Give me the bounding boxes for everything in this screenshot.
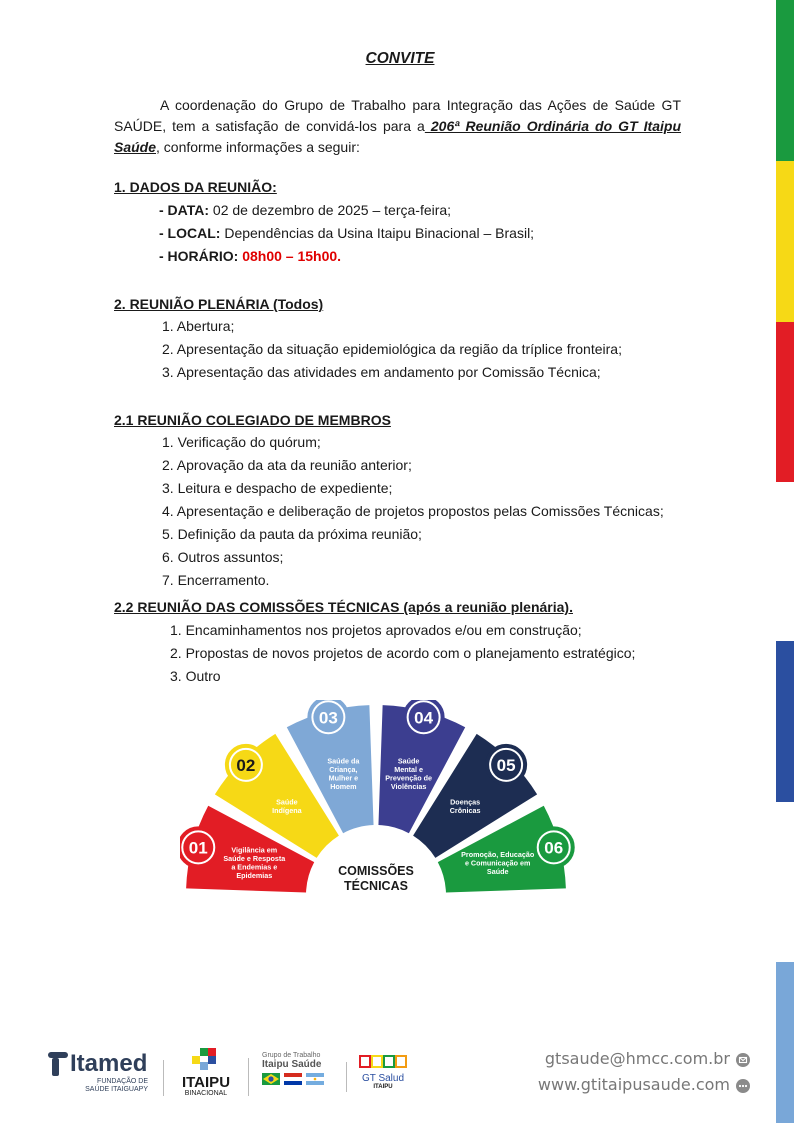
date-label: - DATA: (159, 202, 210, 218)
commission-label-04: Mental e (394, 765, 423, 775)
list-item: 2. Apresentação da situação epidemiológica da região da tríplice fronteira; (162, 341, 622, 357)
commission-label-01: Vigilância em (231, 845, 278, 855)
side-bar-lightblue (776, 962, 794, 1123)
commission-number-02: 02 (236, 755, 256, 775)
website-text[interactable]: www.gtitaipusaude.com (537, 1075, 730, 1094)
commission-label-03: Homem (330, 782, 357, 792)
location-value: Dependências da Usina Itaipu Binacional – Brasil; (220, 225, 535, 241)
list-item: 6. Outros assuntos; (162, 549, 284, 565)
location-label: - LOCAL: (159, 225, 221, 241)
side-bar-yellow (776, 161, 794, 322)
plenaria-list (162, 315, 622, 384)
intro-text-end: , conforme informações a seguir: (156, 139, 360, 155)
commission-label-03: Criança, (329, 765, 358, 775)
meeting-time (159, 245, 341, 268)
commission-number-01: 01 (188, 838, 208, 858)
commission-label-06: e Comunicação em (464, 858, 531, 868)
commission-label-02: Saúde (276, 797, 298, 807)
side-bar-red (776, 322, 794, 482)
side-bar-green (776, 0, 794, 161)
argentina-flag-icon (306, 1073, 324, 1085)
itaipu-logo (176, 1048, 236, 1097)
commission-label-01: Saúde e Resposta (223, 854, 286, 864)
gt-salud-logo (358, 1054, 408, 1090)
itaipu-mark-icon (186, 1048, 226, 1070)
commission-number-03: 03 (318, 708, 338, 728)
list-item: 4. Apresentação e deliberação de projetos propostos pelas Comissões Técnicas; (162, 503, 664, 519)
itaipu-sub: BINACIONAL (184, 1090, 228, 1097)
email-text[interactable]: gtsaude@hmcc.com.br (544, 1049, 730, 1068)
commission-label-04: Prevenção de (385, 773, 432, 783)
flags (262, 1073, 324, 1085)
side-bar-blue (776, 641, 794, 802)
list-item: 1. Encaminhamentos nos projetos aprovados e/ou em construção; (170, 622, 582, 638)
paraguay-flag-icon (284, 1073, 302, 1085)
list-item: 1. Abertura; (162, 318, 235, 334)
commission-number-06: 06 (544, 838, 564, 858)
list-item: 3. Outro (170, 668, 221, 684)
gt-itaipu-saude-logo (262, 1052, 324, 1085)
meeting-date (159, 199, 451, 222)
comissoes-list (170, 619, 635, 688)
commission-label-01: Epidemias (236, 871, 273, 881)
comissoes-diagram (180, 700, 580, 900)
commission-label-03: Saúde da (327, 756, 360, 766)
list-item: 5. Definição da pauta da próxima reunião; (162, 526, 422, 542)
contact-email (545, 1049, 750, 1068)
list-item: 2. Aprovação da ata da reunião anterior; (162, 457, 412, 473)
commission-label-02: Indígena (272, 806, 302, 816)
date-value: 02 de dezembro de 2025 – terça-feira; (209, 202, 452, 218)
commission-label-03: Mulher e (328, 773, 359, 783)
commission-label-05: Crônicas (449, 806, 481, 816)
section-heading-comissoes: 2.2 REUNIÃO DAS COMISSÕES TÉCNICAS (após a reunião plenária). (114, 599, 573, 615)
commission-label-04: Saúde (397, 756, 420, 766)
itamed-mark-icon (48, 1052, 68, 1076)
time-value: 08h00 – 15h00. (238, 248, 342, 264)
brazil-flag-icon (262, 1073, 280, 1085)
list-item: 3. Apresentação das atividades em andamento por Comissão Técnica; (162, 364, 601, 380)
commission-label-04: Violências (390, 782, 427, 792)
commission-label-01: a Endemias e (231, 862, 278, 872)
time-label: - HORÁRIO: (159, 248, 239, 264)
meeting-name: 206ª Reunião Ordinária do GT Itaipu Saúde (114, 118, 682, 155)
commission-label-06: Promoção, Educação (461, 849, 535, 859)
itamed-name: Itamed (70, 1050, 148, 1077)
email-icon (736, 1053, 750, 1067)
gt-salud-mark-icon (359, 1054, 407, 1068)
gt-line2: Itaipu Saúde (262, 1059, 322, 1070)
list-item: 7. Encerramento. (162, 572, 270, 588)
list-item: 2. Propostas de novos projetos de acordo com o planejamento estratégico; (170, 645, 636, 661)
section-heading-dados: 1. DADOS DA REUNIÃO: (114, 179, 277, 195)
intro-text: A coordenação do Grupo de Trabalho para Integração das Ações de Saúde GT SAÚDE, tem a satisfação de convidá-los para a (114, 97, 681, 134)
list-item: 3. Leitura e despacho de expediente; (162, 480, 393, 496)
commission-number-04: 04 (414, 708, 434, 728)
commission-label-05: Doenças (450, 797, 481, 807)
itaipu-name: ITAIPU (181, 1074, 231, 1091)
page-title: CONVITE (365, 50, 435, 67)
diagram-center-line1: COMISSÕES (338, 864, 414, 878)
section-heading-plenaria: 2. REUNIÃO PLENÁRIA (Todos) (114, 296, 324, 312)
list-item: 1. Verificação do quórum; (162, 434, 321, 450)
itamed-sub1: FUNDAÇÃO DE (97, 1078, 148, 1085)
commission-number-05: 05 (496, 755, 516, 775)
colegiado-list (162, 431, 664, 592)
meeting-location (159, 222, 534, 245)
gtsalud-sub: ITAIPU (373, 1084, 393, 1090)
section-heading-colegiado: 2.1 REUNIÃO COLEGIADO DE MEMBROS (114, 412, 391, 428)
itamed-logo (48, 1050, 158, 1094)
gt-line1: Grupo de Trabalho (262, 1052, 321, 1059)
contact-website (538, 1075, 750, 1094)
gtsalud-name: GT Salud (361, 1073, 405, 1084)
diagram-center-line2: TÉCNICAS (344, 879, 408, 893)
commission-label-06: Saúde (486, 866, 509, 876)
itamed-sub2: SAÚDE ITAIGUAPY (85, 1086, 148, 1093)
intro-paragraph (114, 95, 681, 158)
web-icon (736, 1079, 750, 1093)
